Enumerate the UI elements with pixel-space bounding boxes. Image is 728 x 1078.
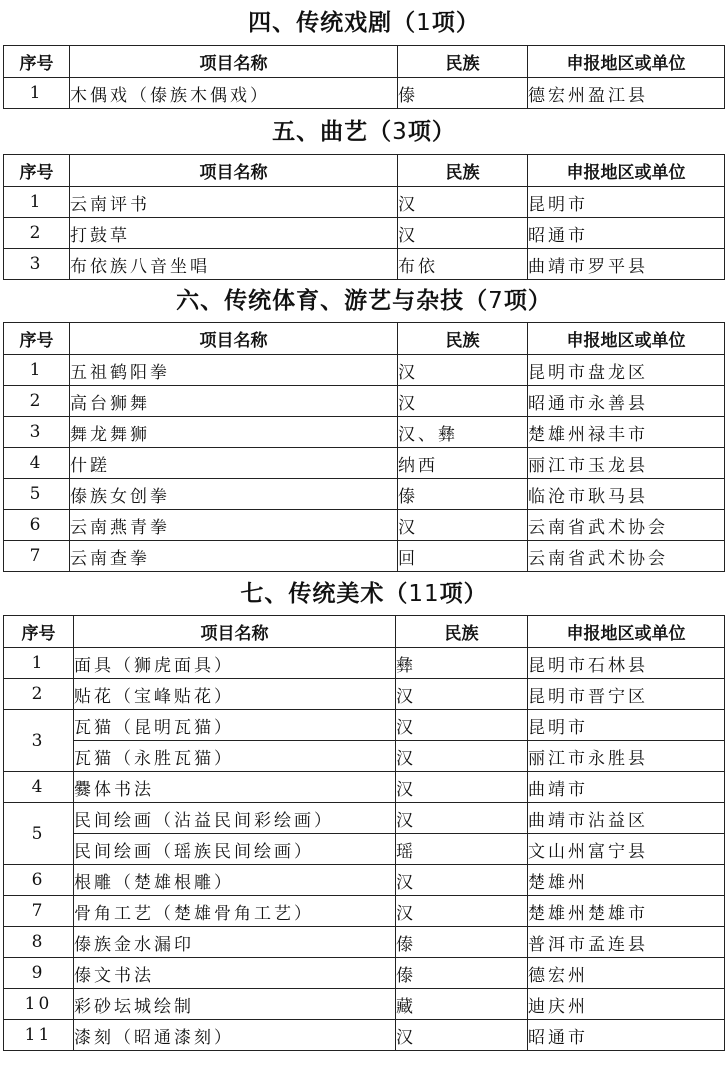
cell-no: 1 (4, 355, 70, 386)
cell-no: 3 (4, 710, 74, 772)
cell-ethnicity: 汉 (398, 187, 528, 218)
cell-name: 爨体书法 (74, 772, 396, 803)
cell-region: 丽江市玉龙县 (528, 448, 725, 479)
section-title-suffix: 项） (439, 581, 488, 607)
table-row (4, 710, 725, 741)
cell-ethnicity: 汉 (396, 710, 528, 741)
cell-ethnicity: 彝 (396, 648, 528, 679)
table-row (4, 218, 725, 249)
cell-region: 昭通市 (528, 218, 725, 249)
table-row (4, 510, 725, 541)
section-title-text: 四、传统戏剧（ (248, 10, 417, 36)
cell-region: 德宏州盈江县 (528, 78, 725, 109)
cell-ethnicity: 汉 (398, 355, 528, 386)
cell-name: 傣族女创拳 (70, 479, 398, 510)
cell-region: 曲靖市 (528, 772, 725, 803)
table-row (4, 958, 725, 989)
cell-no: 11 (4, 1020, 74, 1051)
cell-region: 楚雄州禄丰市 (528, 417, 725, 448)
cell-no: 1 (4, 648, 74, 679)
header-no: 序号 (4, 155, 70, 187)
section-title-6 (0, 286, 728, 316)
table-row (4, 417, 725, 448)
table-header-row (4, 155, 725, 187)
cell-no: 10 (4, 989, 74, 1020)
table-row (4, 989, 725, 1020)
section-title-suffix: 项） (431, 10, 480, 36)
table-row (4, 741, 725, 772)
cell-name: 布依族八音坐唱 (70, 249, 398, 280)
cell-region: 楚雄州 (528, 865, 725, 896)
header-ethnicity: 民族 (398, 323, 528, 355)
cell-no: 7 (4, 541, 70, 572)
header-no: 序号 (4, 46, 70, 78)
cell-ethnicity: 回 (398, 541, 528, 572)
cell-region: 昆明市晋宁区 (528, 679, 725, 710)
table-row (4, 648, 725, 679)
cell-name: 贴花（宝峰贴花） (74, 679, 396, 710)
cell-no: 2 (4, 679, 74, 710)
section-count: 3 (392, 119, 408, 145)
section-title-5 (0, 117, 728, 147)
header-no: 序号 (4, 323, 70, 355)
header-region: 申报地区或单位 (528, 46, 725, 78)
cell-region: 昭通市永善县 (528, 386, 725, 417)
cell-region: 楚雄州楚雄市 (528, 896, 725, 927)
cell-no: 5 (4, 803, 74, 865)
cell-no: 2 (4, 386, 70, 417)
cell-name: 傣族金水漏印 (74, 927, 396, 958)
cell-name: 云南评书 (70, 187, 398, 218)
cell-name: 傣文书法 (74, 958, 396, 989)
table-section-6 (3, 322, 725, 572)
cell-region: 丽江市永胜县 (528, 741, 725, 772)
cell-name: 瓦猫（永胜瓦猫） (74, 741, 396, 772)
table-row (4, 927, 725, 958)
section-title-text: 七、传统美术（ (240, 581, 409, 607)
cell-no: 7 (4, 896, 74, 927)
table-row (4, 865, 725, 896)
cell-name: 面具（狮虎面具） (74, 648, 396, 679)
table-header-row (4, 46, 725, 78)
cell-name: 根雕（楚雄根雕） (74, 865, 396, 896)
cell-ethnicity: 汉 (398, 386, 528, 417)
cell-region: 曲靖市罗平县 (528, 249, 725, 280)
cell-name: 舞龙舞狮 (70, 417, 398, 448)
cell-ethnicity: 汉 (396, 741, 528, 772)
cell-ethnicity: 傣 (398, 78, 528, 109)
table-row (4, 541, 725, 572)
cell-ethnicity: 汉 (398, 510, 528, 541)
cell-name: 云南燕青拳 (70, 510, 398, 541)
table-row (4, 679, 725, 710)
cell-ethnicity: 傣 (396, 927, 528, 958)
section-title-suffix: 项） (503, 288, 552, 314)
cell-name: 高台狮舞 (70, 386, 398, 417)
cell-region: 昆明市 (528, 187, 725, 218)
header-name: 项目名称 (70, 155, 398, 187)
cell-name: 打鼓草 (70, 218, 398, 249)
header-name: 项目名称 (70, 323, 398, 355)
cell-ethnicity: 纳西 (398, 448, 528, 479)
cell-region: 昭通市 (528, 1020, 725, 1051)
cell-name: 五祖鹤阳拳 (70, 355, 398, 386)
cell-ethnicity: 布依 (398, 249, 528, 280)
table-row (4, 803, 725, 834)
table-row (4, 1020, 725, 1051)
table-section-7 (3, 615, 725, 1051)
cell-region: 曲靖市沾益区 (528, 803, 725, 834)
table-row (4, 249, 725, 280)
header-region: 申报地区或单位 (528, 155, 725, 187)
table-row (4, 78, 725, 109)
table-row (4, 896, 725, 927)
cell-region: 昆明市盘龙区 (528, 355, 725, 386)
cell-ethnicity: 汉 (398, 218, 528, 249)
cell-ethnicity: 瑶 (396, 834, 528, 865)
cell-no: 5 (4, 479, 70, 510)
section-title-7 (0, 579, 728, 609)
cell-region: 昆明市 (528, 710, 725, 741)
cell-name: 瓦猫（昆明瓦猫） (74, 710, 396, 741)
cell-name: 什蹉 (70, 448, 398, 479)
cell-ethnicity: 汉 (396, 865, 528, 896)
cell-region: 临沧市耿马县 (528, 479, 725, 510)
section-count: 1 (416, 10, 432, 36)
table-section-5 (3, 154, 725, 280)
cell-ethnicity: 汉 (396, 803, 528, 834)
cell-no: 6 (4, 510, 70, 541)
cell-name: 彩砂坛城绘制 (74, 989, 396, 1020)
cell-ethnicity: 藏 (396, 989, 528, 1020)
table-header-row (4, 616, 725, 648)
cell-region: 昆明市石林县 (528, 648, 725, 679)
table-header-row (4, 323, 725, 355)
cell-no: 4 (4, 448, 70, 479)
cell-no: 1 (4, 78, 70, 109)
cell-ethnicity: 汉 (396, 679, 528, 710)
cell-no: 1 (4, 187, 70, 218)
table-row (4, 386, 725, 417)
header-name: 项目名称 (74, 616, 396, 648)
cell-name: 云南查拳 (70, 541, 398, 572)
section-title-suffix: 项） (407, 119, 456, 145)
cell-no: 3 (4, 417, 70, 448)
cell-ethnicity: 傣 (396, 958, 528, 989)
header-name: 项目名称 (70, 46, 398, 78)
table-row (4, 834, 725, 865)
cell-no: 9 (4, 958, 74, 989)
cell-region: 德宏州 (528, 958, 725, 989)
header-region: 申报地区或单位 (528, 616, 725, 648)
cell-name: 骨角工艺（楚雄骨角工艺） (74, 896, 396, 927)
cell-region: 文山州富宁县 (528, 834, 725, 865)
table-section-4 (3, 45, 725, 109)
cell-no: 3 (4, 249, 70, 280)
header-ethnicity: 民族 (398, 46, 528, 78)
header-region: 申报地区或单位 (528, 323, 725, 355)
section-count: 11 (408, 581, 440, 607)
cell-ethnicity: 傣 (398, 479, 528, 510)
cell-ethnicity: 汉、彝 (398, 417, 528, 448)
section-title-text: 五、曲艺（ (272, 119, 393, 145)
section-count: 7 (488, 288, 504, 314)
cell-no: 6 (4, 865, 74, 896)
cell-ethnicity: 汉 (396, 896, 528, 927)
section-title-4 (0, 8, 728, 38)
header-ethnicity: 民族 (398, 155, 528, 187)
cell-no: 2 (4, 218, 70, 249)
cell-name: 民间绘画（瑶族民间绘画） (74, 834, 396, 865)
table-row (4, 448, 725, 479)
cell-ethnicity: 汉 (396, 772, 528, 803)
cell-region: 普洱市孟连县 (528, 927, 725, 958)
cell-region: 云南省武术协会 (528, 510, 725, 541)
header-ethnicity: 民族 (396, 616, 528, 648)
cell-name: 漆刻（昭通漆刻） (74, 1020, 396, 1051)
cell-region: 云南省武术协会 (528, 541, 725, 572)
section-title-text: 六、传统体育、游艺与杂技（ (176, 288, 489, 314)
table-row (4, 479, 725, 510)
cell-ethnicity: 汉 (396, 1020, 528, 1051)
cell-name: 民间绘画（沾益民间彩绘画） (74, 803, 396, 834)
cell-region: 迪庆州 (528, 989, 725, 1020)
cell-no: 4 (4, 772, 74, 803)
cell-name: 木偶戏（傣族木偶戏） (70, 78, 398, 109)
table-row (4, 772, 725, 803)
header-no: 序号 (4, 616, 74, 648)
cell-no: 8 (4, 927, 74, 958)
table-row (4, 187, 725, 218)
table-row (4, 355, 725, 386)
